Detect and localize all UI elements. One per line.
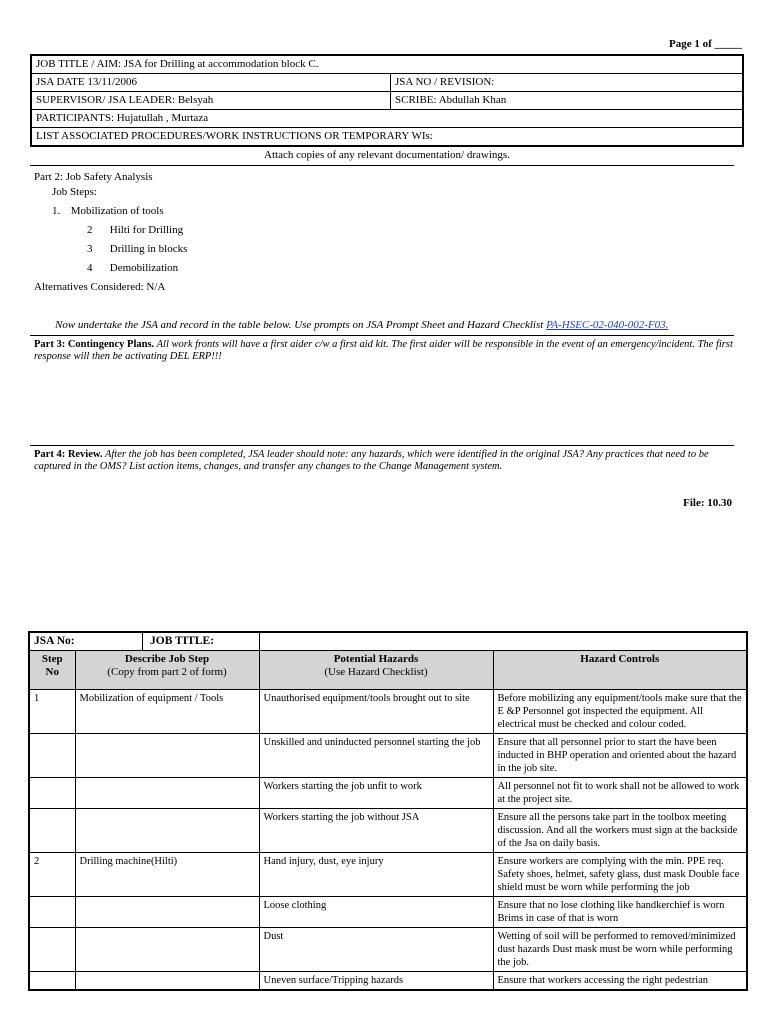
table-cell-describe: Mobilization of equipment / Tools — [75, 690, 259, 734]
table-cell-hazard: Uneven surface/Tripping hazards — [259, 972, 493, 991]
table-cell-step: 1 — [29, 690, 75, 734]
table-cell-step — [29, 972, 75, 991]
job-step-number: 3 — [87, 243, 93, 255]
table-row — [29, 928, 747, 972]
table-cell-hazard: Dust — [259, 928, 493, 972]
jsa-date-field: JSA DATE 13/11/2006 — [31, 74, 391, 92]
file-number: File: 10.30 — [683, 497, 732, 509]
procedures-field: LIST ASSOCIATED PROCEDURES/WORK INSTRUCTIONS OR TEMPORARY WIs: — [31, 128, 743, 147]
job-title-field: JOB TITLE / AIM: JSA for Drilling at accommodation block C. — [31, 55, 743, 74]
table-cell-describe — [75, 928, 259, 972]
alternatives-considered: Alternatives Considered: N/A — [34, 281, 166, 293]
table-cell-hazard: Workers starting the job unfit to work — [259, 778, 493, 809]
table-cell-hazard: Unskilled and uninducted personnel starting the job — [259, 734, 493, 778]
table-cell-hazard: Hand injury, dust, eye injury — [259, 853, 493, 897]
table-cell-control: Ensure that workers accessing the right pedestrian — [493, 972, 747, 991]
jsa-no-label: JSA No: — [34, 635, 75, 647]
table-row — [29, 734, 747, 778]
divider — [30, 445, 734, 446]
part4-label: Part 4: Review. — [34, 449, 103, 460]
table-cell-control: Ensure that all personnel prior to start the have been inducted in BHP operation and oriented about the hazard in the job site. — [493, 734, 747, 778]
page-number: Page 1 of _____ — [668, 38, 742, 50]
job-step-text: Drilling in blocks — [109, 243, 188, 255]
describe-header-sub: (Copy from part 2 of form) — [107, 666, 227, 678]
table-cell-step: 2 — [29, 853, 75, 897]
table-cell-control: Ensure workers are complying with the min. PPE req. Safety shoes, helmet, safety glass, dust mask Double face shield must be worn while performing the job — [493, 853, 747, 897]
undertake-text: Now undertake the JSA and record in the table below. Use prompts on JSA Prompt Sheet and Hazard Checklist — [55, 319, 547, 331]
table-cell-step — [29, 897, 75, 928]
part3-text: All work fronts will have a first aider c/w a first aid kit. The first aider will be responsible in the event of an emergency/incident. The first response will then be activating DEL ERP!!! — [34, 339, 733, 362]
job-step — [52, 202, 164, 221]
job-step-number: 1. — [52, 205, 61, 217]
jsa-no-field: JSA NO / REVISION: — [391, 74, 744, 92]
table-cell-step — [29, 734, 75, 778]
job-title-value — [259, 632, 747, 651]
job-title-label: JOB TITLE: — [150, 635, 215, 647]
divider — [30, 165, 734, 166]
hazards-header-title: Potential Hazards — [333, 653, 419, 665]
table-cell-describe — [75, 734, 259, 778]
jsa-header-table — [30, 54, 744, 147]
jsa-no-cell — [29, 632, 259, 651]
describe-header — [75, 651, 259, 690]
table-cell-hazard: Unauthorised equipment/tools brought out to site — [259, 690, 493, 734]
table-row — [29, 972, 747, 991]
table-row — [29, 809, 747, 853]
table-cell-control: All personnel not fit to work shall not be allowed to work at the project site. — [493, 778, 747, 809]
table-cell-step — [29, 928, 75, 972]
part2-title: Part 2: Job Safety Analysis — [34, 171, 153, 183]
table-row — [29, 897, 747, 928]
table-cell-step — [29, 809, 75, 853]
table-cell-control: Ensure all the persons take part in the toolbox meeting discussion. And all the workers must sign at the backside of the Jsa on daily basis. — [493, 809, 747, 853]
part4-text: After the job has been completed, JSA leader should note: any hazards, which were identified in the original JSA? Any practices that need to be captured in the OMS? List action items, changes, and transfer any changes to the Change Management system. — [34, 449, 709, 472]
participants-field: PARTICIPANTS: Hujatullah , Murtaza — [31, 110, 743, 128]
hazards-header — [259, 651, 493, 690]
table-cell-hazard: Loose clothing — [259, 897, 493, 928]
table-row — [29, 690, 747, 734]
part4-review — [34, 449, 734, 473]
table-cell-describe — [75, 972, 259, 991]
job-step — [87, 240, 187, 259]
hazard-checklist-link[interactable]: PA-HSEC-02-040-002-F03. — [546, 319, 669, 331]
table-cell-describe — [75, 778, 259, 809]
job-step-number: 4 — [87, 262, 93, 274]
job-step-text: Hilti for Drilling — [109, 224, 184, 236]
table-row — [29, 853, 747, 897]
part3-contingency — [34, 339, 734, 363]
divider — [30, 335, 734, 336]
part3-label: Part 3: Contingency Plans. — [34, 339, 155, 350]
table-cell-describe — [75, 809, 259, 853]
describe-header-title: Describe Job Step — [124, 653, 210, 665]
table-cell-control: Before mobilizing any equipment/tools make sure that the E &P Personnel got inspected the equipment. All electrical must be checked and colour coded. — [493, 690, 747, 734]
hazards-header-sub: (Use Hazard Checklist) — [324, 666, 428, 678]
job-step — [87, 259, 178, 278]
table-cell-describe: Drilling machine(Hilti) — [75, 853, 259, 897]
jsa-steps-table — [28, 631, 748, 991]
controls-header: Hazard Controls — [493, 651, 747, 690]
job-step — [87, 221, 183, 240]
table-cell-control: Wetting of soil will be performed to removed/minimized dust hazards Dust mask must be worn while performing the job. — [493, 928, 747, 972]
table-cell-step — [29, 778, 75, 809]
table-cell-control: Ensure that no lose clothing like handkerchief is worn Brims in case of that is worn — [493, 897, 747, 928]
step-no-header: Step No — [29, 651, 75, 690]
job-steps-label: Job Steps: — [52, 186, 97, 198]
job-step-number: 2 — [87, 224, 93, 236]
job-step-text: Demobilization — [109, 262, 179, 274]
table-cell-describe — [75, 897, 259, 928]
supervisor-field: SUPERVISOR/ JSA LEADER: Belsyah — [31, 92, 391, 110]
scribe-field: SCRIBE: Abdullah Khan — [391, 92, 744, 110]
undertake-instruction — [55, 319, 668, 331]
table-row — [29, 778, 747, 809]
job-step-text: Mobilization of tools — [70, 205, 164, 217]
attach-note: Attach copies of any relevant documentation/ drawings. — [264, 149, 510, 161]
table-cell-hazard: Workers starting the job without JSA — [259, 809, 493, 853]
